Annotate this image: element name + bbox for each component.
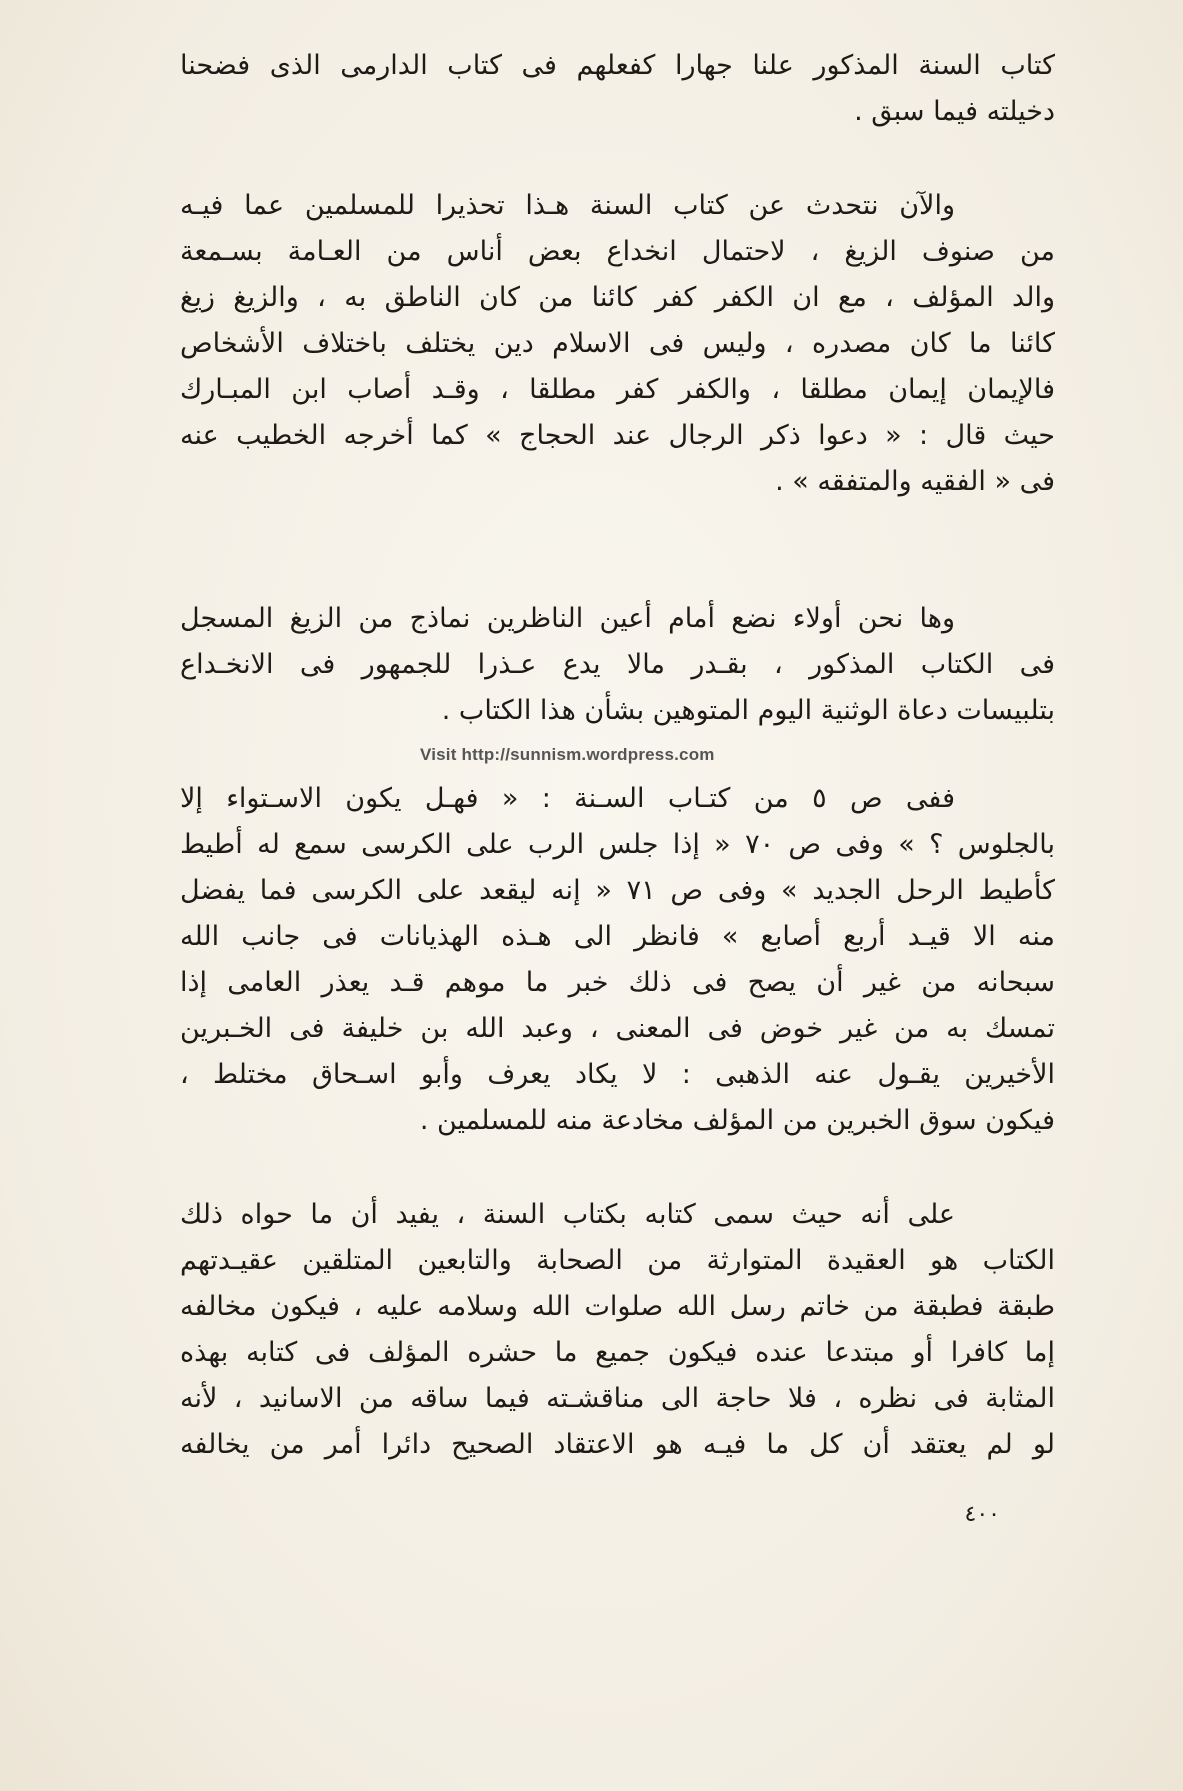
text-line: بالجلوس ؟ » وفى ص ٧٠ « إذا جلس الرب على الكرسى سمع له أطيط xyxy=(180,829,1055,860)
text-line: بتلبيسات دعاة الوثنية اليوم المتوهين بشأن هذا الكتاب . xyxy=(441,695,1055,726)
text-line: كائنا ما كان مصدره ، وليس فى الاسلام دين يختلف باختلاف الأشخاص xyxy=(180,328,1055,359)
text-line: طبقة فطبقة من خاتم رسل الله صلوات الله وسلامه عليه ، فيكون مخالفه xyxy=(180,1291,1055,1322)
watermark: Visit http://sunnism.wordpress.com xyxy=(420,745,715,764)
text-line: من صنوف الزيغ ، لاحتمال انخداع بعض أناس من العـامة بسـمعة xyxy=(180,236,1055,267)
text-line: الأخيرين يقـول عنه الذهبى : لا يكاد يعرف وأبو اسـحاق مختلط ، xyxy=(180,1059,1055,1090)
text-line: حيث قال : « دعوا ذكر الرجال عند الحجاج » كما أخرجه الخطيب عنه xyxy=(180,420,1055,451)
text-line: فيكون سوق الخبرين من المؤلف مخادعة منه للمسلمين . xyxy=(419,1105,1055,1136)
text-line: فالإيمان إيمان مطلقا ، والكفر كفر مطلقا ، وقـد أصاب ابن المبـارك xyxy=(180,374,1055,405)
paragraph xyxy=(180,776,1055,1144)
text-line: إما كافرا أو مبتدعا عنده فيكون جميع ما حشره المؤلف فى كتابه بهذه xyxy=(180,1337,1055,1368)
paragraph xyxy=(180,1192,1055,1468)
text-line: منه الا قيـد أربع أصابع » فانظر الى هـذه الهذيانات فى جانب الله xyxy=(180,921,1055,952)
paragraph xyxy=(180,183,1055,505)
page-number: ٤٠٠ xyxy=(964,1502,1000,1527)
text-line: سبحانه من غير أن يصح فى ذلك خبر ما موهم قـد يعذر العامى إذا xyxy=(180,967,1055,998)
text-line: والد المؤلف ، مع ان الكفر كفر كائنا من كان الناطق به ، والزيغ زيغ xyxy=(180,282,1055,313)
paragraph xyxy=(180,43,1055,135)
text-line: فى الكتاب المذكور ، بقـدر مالا يدع عـذرا للجمهور فى الانخـداع xyxy=(180,649,1055,680)
paragraph xyxy=(180,596,1055,734)
text-line: دخيلته فيما سبق . xyxy=(854,96,1055,127)
text-line: تمسك به من غير خوض فى المعنى ، وعبد الله بن خليفة فى الخـبرين xyxy=(180,1013,1055,1044)
text-line: وها نحن أولاء نضع أمام أعين الناظرين نماذج من الزيغ المسجل xyxy=(180,603,955,634)
text-line: والآن نتحدث عن كتاب السنة هـذا تحذيرا للمسلمين عما فيـه xyxy=(180,190,955,221)
text-line: ففى ص ٥ من كتـاب السـنة : « فهـل يكون الاسـتواء إلا xyxy=(180,783,955,814)
text-line: لو لم يعتقد أن كل ما فيـه هو الاعتقاد الصحيح دائرا أمر من يخالفه xyxy=(180,1429,1055,1460)
text-line: كتاب السنة المذكور علنا جهارا كفعلهم فى كتاب الدارمى الذى فضحنا xyxy=(180,50,1055,81)
text-line: كأطيط الرحل الجديد » وفى ص ٧١ « إنه ليقعد على الكرسى فما يفضل xyxy=(180,875,1055,906)
text-line: فى « الفقيه والمتفقه » . xyxy=(775,466,1055,497)
text-line: على أنه حيث سمى كتابه بكتاب السنة ، يفيد أن ما حواه ذلك xyxy=(180,1199,955,1230)
text-line: المثابة فى نظره ، فلا حاجة الى مناقشـته فيما ساقه من الاسانيد ، لأنه xyxy=(180,1383,1055,1414)
text-line: الكتاب هو العقيدة المتوارثة من الصحابة والتابعين المتلقين عقيـدتهم xyxy=(180,1245,1055,1276)
